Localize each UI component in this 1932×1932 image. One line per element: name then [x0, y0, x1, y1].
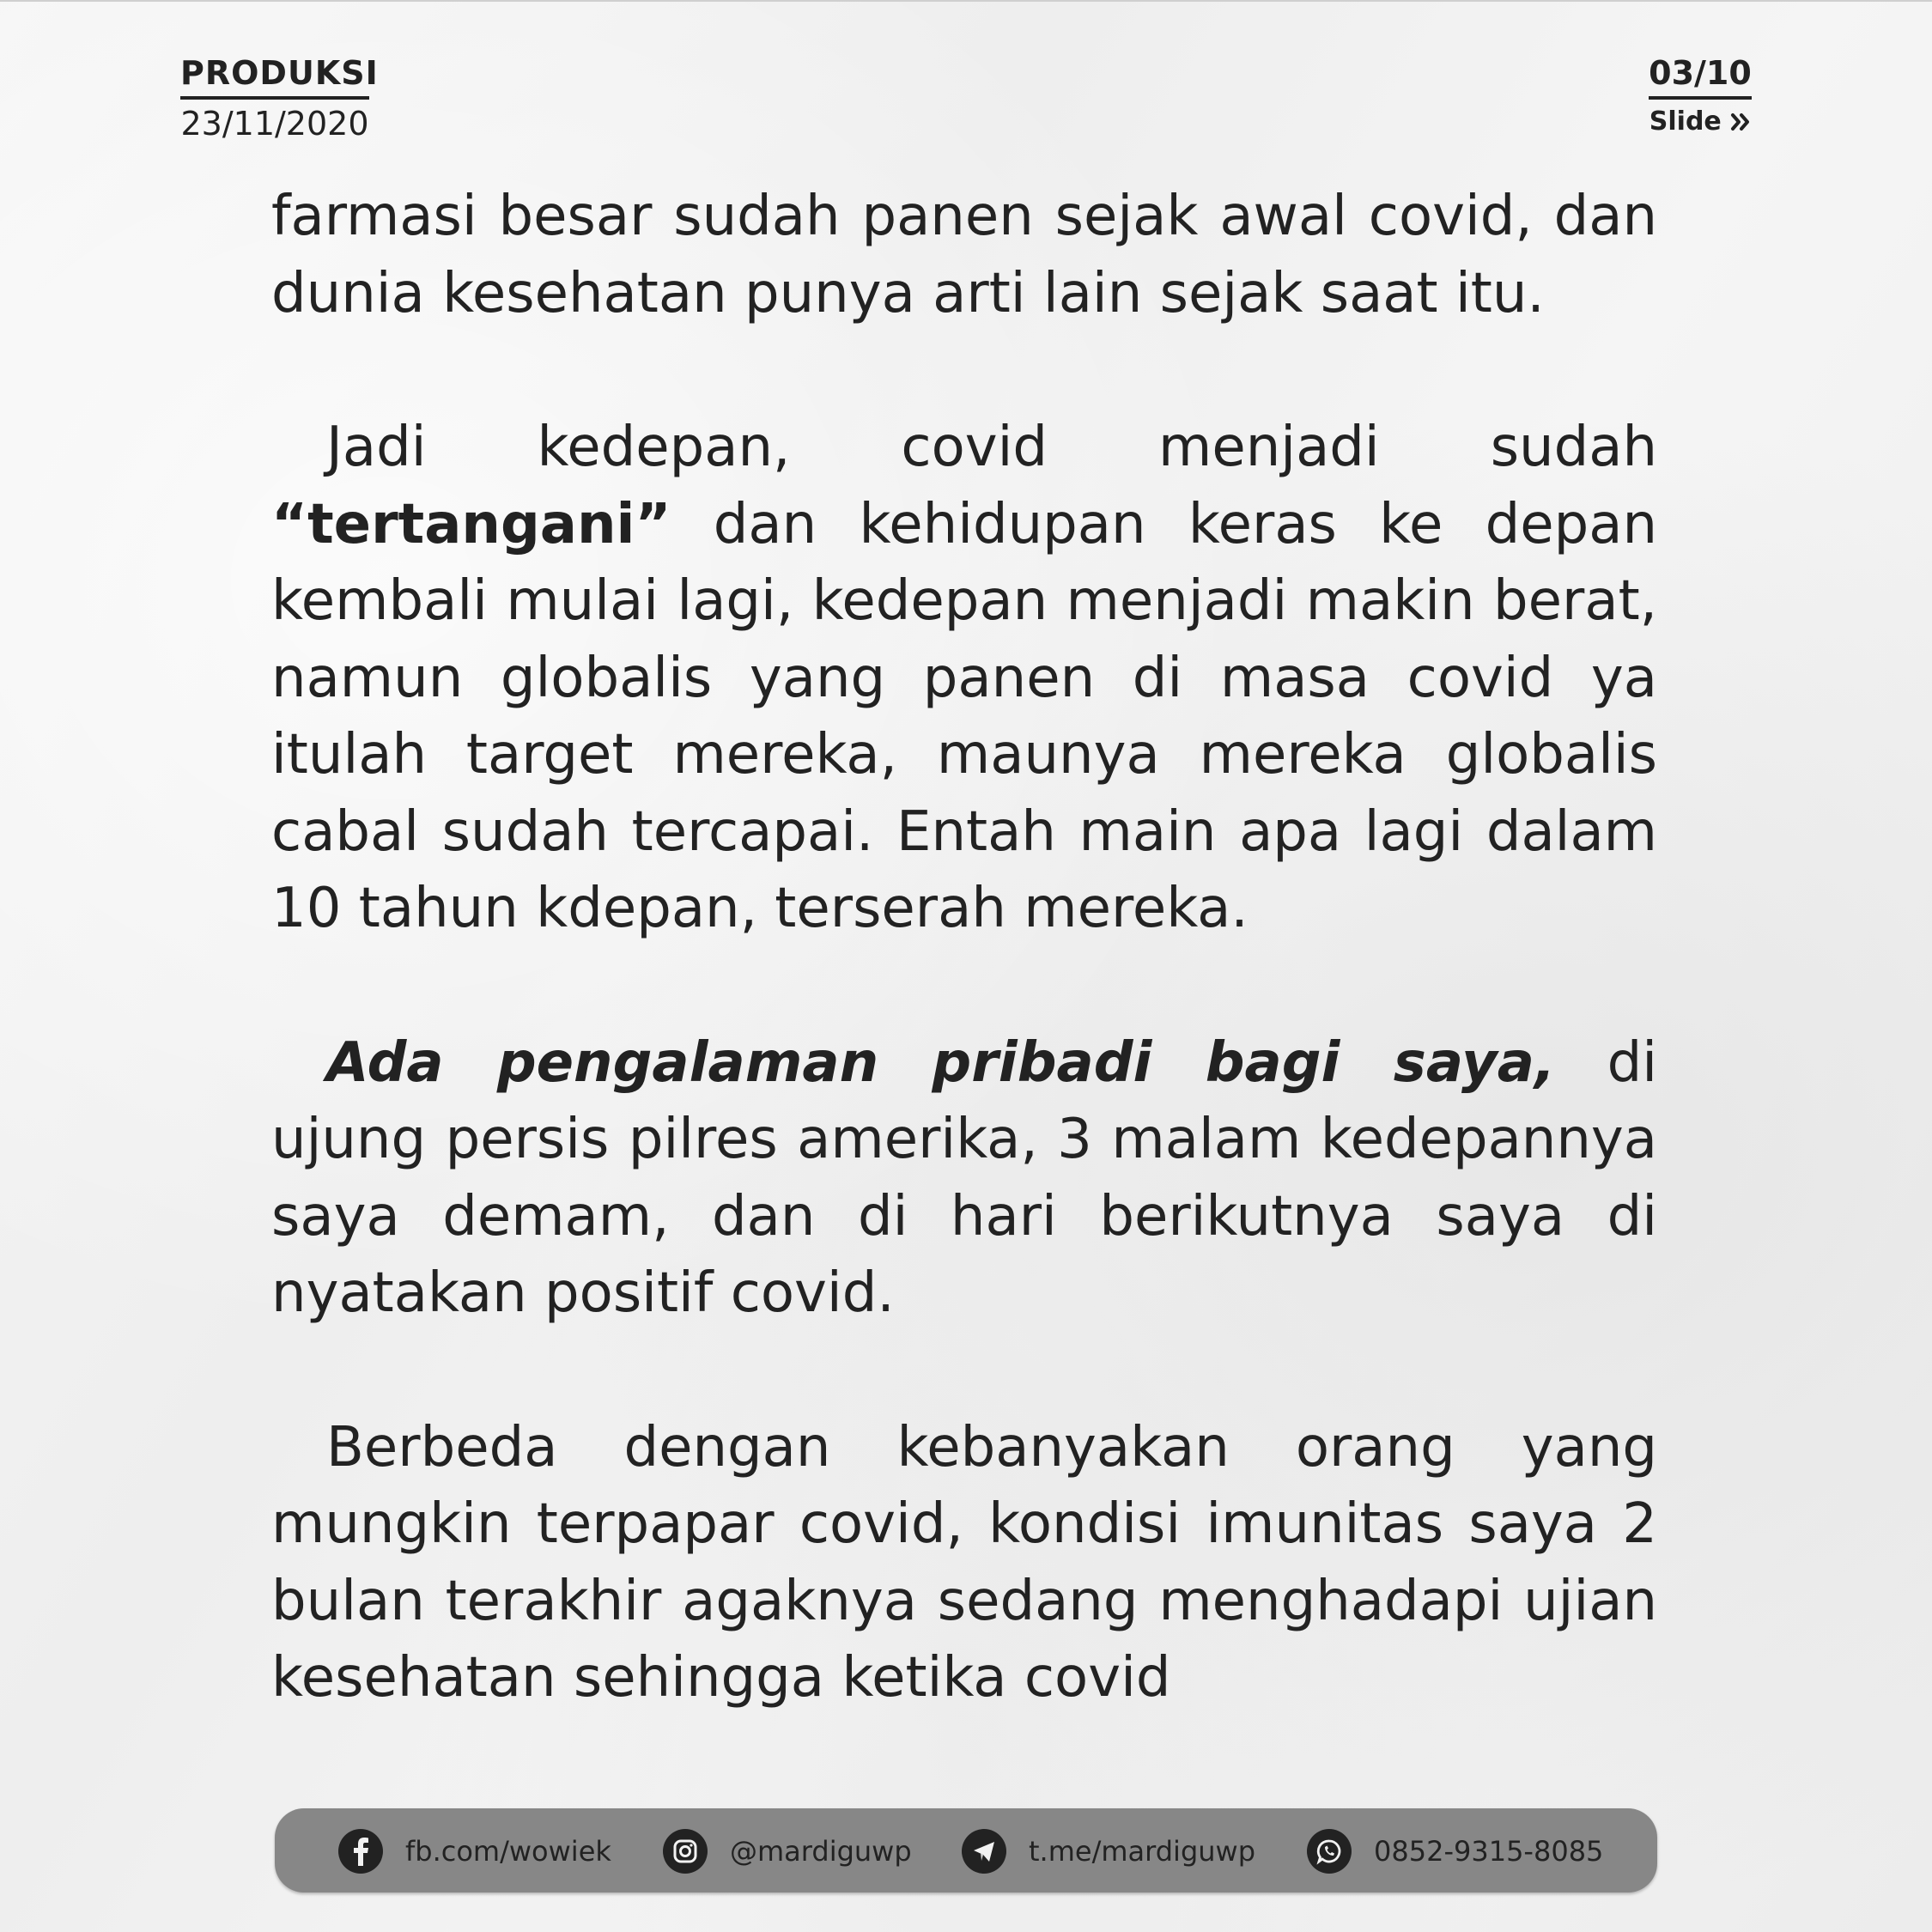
header-category-block [180, 53, 379, 143]
category-divider [180, 96, 369, 100]
article-body [271, 179, 1657, 1795]
category-label: PRODUKSI [180, 54, 379, 92]
post-date: 23/11/2020 [180, 105, 369, 143]
next-slide-button[interactable] [1649, 105, 1752, 139]
telegram-icon [962, 1829, 1006, 1874]
paragraph-text: di ujung persis pilres amerika, 3 malam kedepannya saya demam, dan di hari berikutnya saya di nyatakan positif covid. [271, 1030, 1658, 1325]
slide-number: 03/10 [1649, 54, 1752, 92]
slide-indicator[interactable] [1649, 53, 1752, 139]
paragraph-text: Berbeda dengan kebanyakan orang yang mungkin terpapar covid, kondisi imunitas saya 2 bulan terakhir agaknya sedang menghadapi ujian kesehatan sehingga ketika covid [271, 1415, 1657, 1710]
instagram-icon [663, 1829, 708, 1874]
slide-divider [1649, 96, 1752, 100]
paragraph [271, 410, 1657, 948]
paragraph-text: dan kehidupan keras ke depan kembali mulai lagi, kedepan menjadi makin berat, namun globalis yang panen di masa covid ya itulah target mereka, maunya mereka globalis cabal sudah tercapai. Entah main apa lagi dalam 10 tahun kdepan, terserah mereka. [271, 492, 1657, 940]
emphasis-text: Ada pengalaman pribadi bagi saya, [326, 1030, 1556, 1095]
telegram-label: t.me/mardiguwp [1029, 1835, 1256, 1868]
facebook-link[interactable] [338, 1829, 611, 1874]
whatsapp-link[interactable] [1307, 1829, 1603, 1874]
whatsapp-label: 0852-9315-8085 [1374, 1835, 1604, 1868]
facebook-label: fb.com/wowiek [405, 1835, 611, 1868]
whatsapp-icon [1307, 1829, 1352, 1874]
social-footer-bar [275, 1808, 1657, 1893]
paragraph-text: farmasi besar sudah panen sejak awal covid, dan dunia kesehatan punya arti lain sejak saat itu. [271, 185, 1657, 325]
paragraph [271, 179, 1657, 332]
facebook-icon [338, 1829, 383, 1874]
paragraph [271, 1410, 1657, 1717]
top-border [0, 0, 1932, 2]
telegram-link[interactable] [962, 1829, 1255, 1874]
paragraph [271, 1025, 1657, 1333]
double-chevron-right-icon [1730, 106, 1751, 137]
slide-label: Slide [1649, 106, 1722, 137]
paragraph-text: Jadi kedepan, covid menjadi sudah [326, 416, 1657, 479]
instagram-label: @mardiguwp [730, 1835, 912, 1868]
emphasis-text: “tertangani” [271, 492, 671, 556]
instagram-link[interactable] [663, 1829, 912, 1874]
